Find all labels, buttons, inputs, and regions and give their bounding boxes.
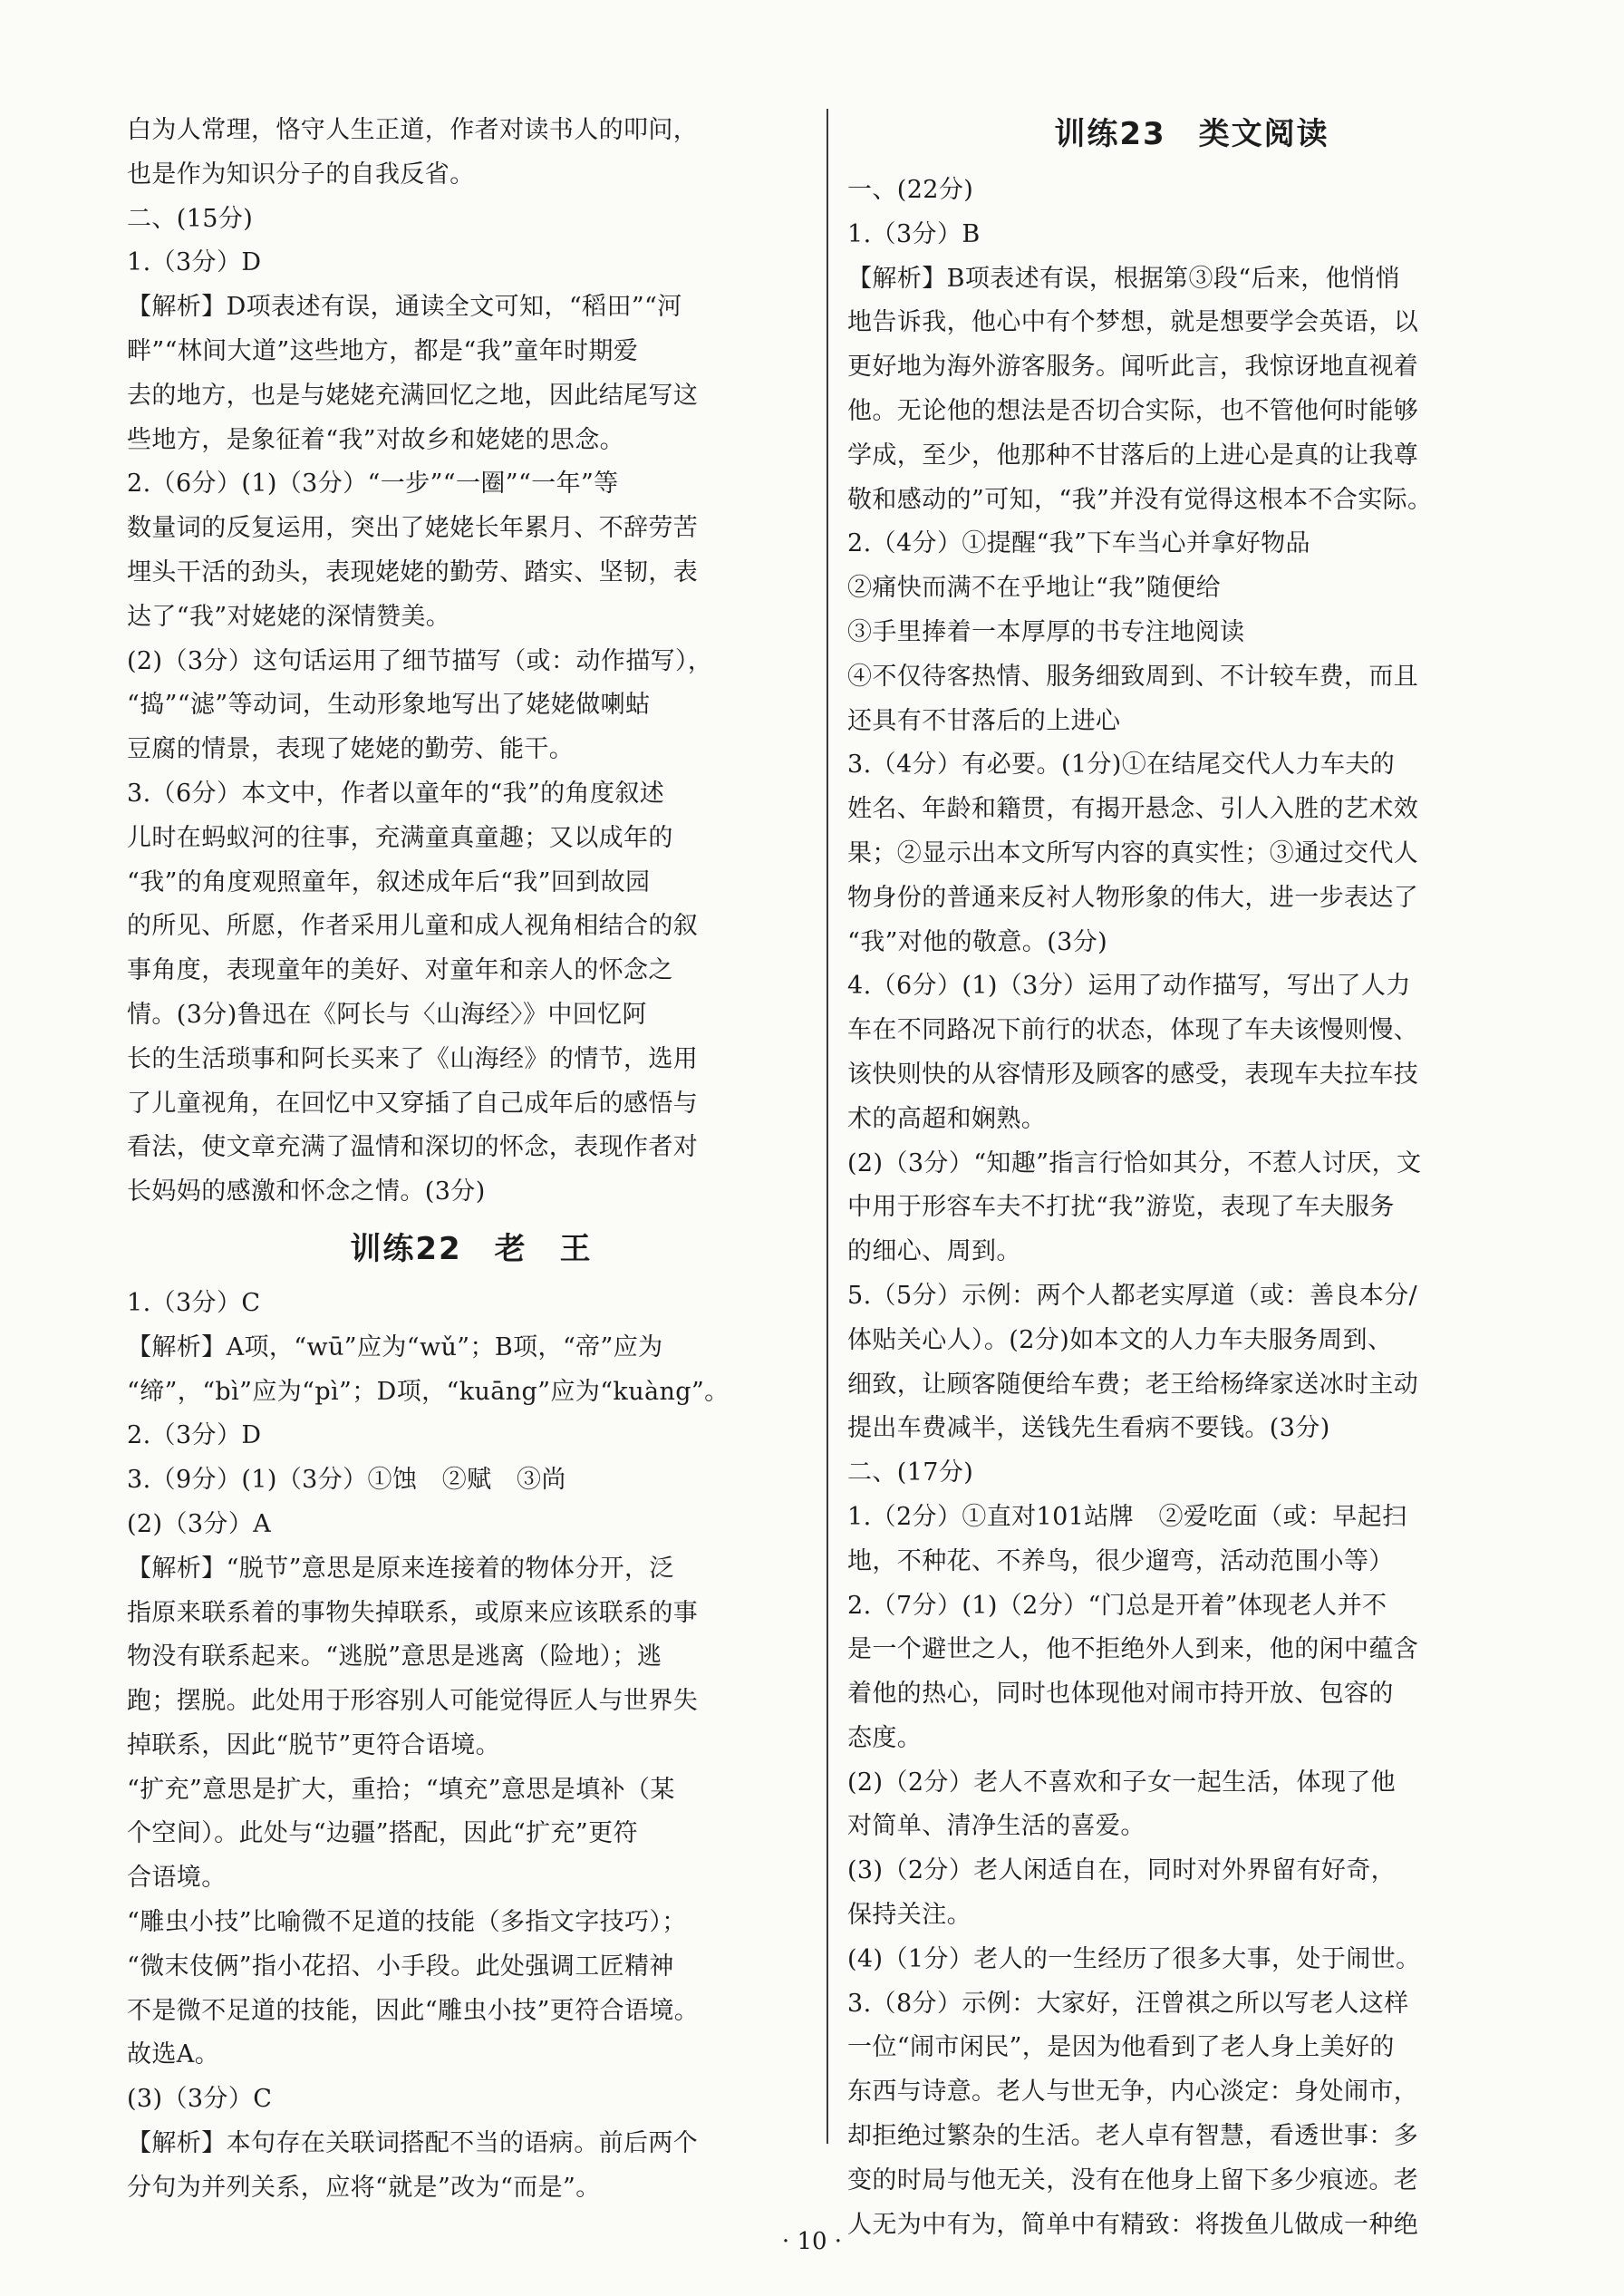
- text-line: 数量词的反复运用，突出了姥姥长年累月、不辞劳苦: [127, 514, 699, 543]
- text-line: 合语境。: [127, 1864, 227, 1893]
- page-number: · 10 ·: [781, 2228, 843, 2255]
- column-divider: [826, 109, 828, 2144]
- text-line: (2)（3分）A: [127, 1509, 272, 1538]
- text-line: ④不仅待客热情、服务细致周到、不计较车费，而且: [847, 662, 1419, 691]
- text-line: 人无为中有为，简单中有精致：将拨鱼儿做成一种绝: [847, 2210, 1419, 2239]
- text-line: 提出车费减半，送钱先生看病不要钱。(3分): [847, 1414, 1330, 1443]
- text-line: (2)（3分）这句话运用了细节描写（或：动作描写），: [127, 646, 713, 675]
- text-line: 东西与诗意。老人与世无争，内心淡定：身处闹市，: [847, 2078, 1419, 2107]
- text-line: 去的地方，也是与姥姥充满回忆之地，因此结尾写这: [127, 381, 699, 410]
- text-line: “微末伎俩”指小花招、小手段。此处强调工匠精神: [127, 1952, 674, 1981]
- text-line: 二、(17分): [847, 1458, 974, 1487]
- text-line: “缔”，“bì”应为“pì”；D项，“kuāng”应为“kuàng”。: [127, 1377, 730, 1406]
- section-heading-lesson-23: 训练23 类文阅读: [1054, 116, 1329, 152]
- text-line: 情。(3分)鲁迅在《阿长与〈山海经〉》中回忆阿: [127, 1000, 647, 1029]
- text-line: 对简单、清净生活的喜爱。: [847, 1812, 1146, 1841]
- left-lines-after: [127, 1282, 816, 2211]
- text-line: 白为人常理，恪守人生正道，作者对读书人的叩问，: [127, 116, 699, 144]
- text-line: 中用于形容车夫不打扰“我”游览，表现了车夫服务: [847, 1193, 1395, 1222]
- text-line: “捣”“滤”等动词，生动形象地写出了姥姥做喇蛄: [127, 691, 651, 720]
- section-heading-lesson-22: 训练22 老 王: [350, 1230, 593, 1267]
- text-line: 不是微不足道的技能，因此“雕虫小技”更符合语境。: [127, 1996, 700, 2025]
- text-line: 长的生活琐事和阿长买来了《山海经》的情节，选用: [127, 1044, 699, 1073]
- text-line: 2.（4分）①提醒“我”下车当心并拿好物品: [847, 529, 1310, 558]
- text-line: (2)（3分）“知趣”指言行恰如其分，不惹人讨厌，文: [847, 1148, 1422, 1177]
- text-line: ③手里捧着一本厚厚的书专注地阅读: [847, 617, 1245, 646]
- text-line: 体贴关心人）。(2分)如本文的人力车夫服务周到、: [847, 1325, 1393, 1354]
- left-column: [127, 109, 816, 2211]
- text-line: 1.（3分）C: [127, 1288, 261, 1317]
- text-line: 却拒绝过繁杂的生活。老人卓有智慧，看透世事：多: [847, 2122, 1419, 2151]
- text-line: 跑；摆脱。此处用于形容别人可能觉得匠人与世界失: [127, 1687, 699, 1716]
- text-line: 1.（3分）B: [847, 219, 981, 248]
- text-line: 豆腐的情景，表现了姥姥的勤劳、能干。: [127, 735, 575, 764]
- text-line: 地，不种花、不养鸟，很少遛弯，活动范围小等）: [847, 1546, 1394, 1575]
- text-line: 物身份的普通来反衬人物形象的伟大，进一步表达了: [847, 883, 1419, 912]
- text-line: 事角度，表现童年的美好、对童年和亲人的怀念之: [127, 956, 673, 985]
- text-line: “我”的角度观照童年，叙述成年后“我”回到故园: [127, 867, 651, 896]
- text-line: 埋头干活的劲头，表现姥姥的勤劳、踏实、坚韧，表: [127, 557, 699, 586]
- text-line: 术的高超和娴熟。: [847, 1104, 1047, 1133]
- text-line: 3.（9分）(1)（3分）①蚀 ②赋 ③尚: [127, 1466, 566, 1495]
- text-line: 车在不同路况下前行的状态，体现了车夫该慢则慢、: [847, 1016, 1419, 1045]
- text-line: 【解析】A项，“wū”应为“wǔ”；B项，“帝”应为: [127, 1332, 663, 1361]
- text-line: 4.（6分）(1)（3分）运用了动作描写，写出了人力: [847, 972, 1411, 1001]
- text-line: 掉联系，因此“脱节”更符合语境。: [127, 1730, 501, 1759]
- text-line: 物没有联系起来。“逃脱”意思是逃离（险地）；逃: [127, 1642, 662, 1671]
- right-column: [847, 102, 1536, 2247]
- text-line: 3.（4分）有必要。(1分)①在结尾交代人力车夫的: [847, 751, 1396, 780]
- text-line: 一位“闹市闲民”，是因为他看到了老人身上美好的: [847, 2033, 1395, 2062]
- text-line: 态度。: [847, 1723, 923, 1752]
- text-line: 着他的热心，同时也体现他对闹市持开放、包容的: [847, 1680, 1394, 1709]
- text-line: 看法，使文章充满了温情和深切的怀念，表现作者对: [127, 1133, 699, 1162]
- right-lines: [847, 169, 1536, 2247]
- text-line: 细致，让顾客随便给车费；老王给杨绛家送冰时主动: [847, 1370, 1419, 1399]
- text-line: “扩充”意思是扩大，重拾；“填充”意思是填补（某: [127, 1775, 675, 1804]
- text-line: (3)（2分）老人闲适自在，同时对外界留有好奇，: [847, 1856, 1397, 1885]
- text-line: 变的时局与他无关，没有在他身上留下多少痕迹。老: [847, 2165, 1419, 2194]
- text-line: 1.（2分）①直对101站牌 ②爱吃面（或：早起扫: [847, 1502, 1407, 1531]
- text-line: 了儿童视角，在回忆中又穿插了自己成年后的感悟与: [127, 1089, 699, 1118]
- text-line: 指原来联系着的事物失掉联系，或原来应该联系的事: [127, 1598, 699, 1627]
- text-line: 地告诉我，他心中有个梦想，就是想要学会英语，以: [847, 308, 1419, 337]
- text-line: 达了“我”对姥姥的深情赞美。: [127, 602, 451, 631]
- text-line: 一、(22分): [847, 176, 974, 204]
- text-line: 【解析】本句存在关联词搭配不当的语病。前后两个: [127, 2129, 699, 2158]
- text-line: 是一个避世之人，他不拒绝外人到来，他的闲中蕴含: [847, 1635, 1419, 1664]
- text-line: 他。无论他的想法是否切合实际，也不管他何时能够: [847, 396, 1419, 425]
- text-line: 姓名、年龄和籍贯，有揭开悬念、引人入胜的艺术效: [847, 795, 1419, 824]
- text-line: 保持关注。: [847, 1901, 972, 1930]
- text-line: 二、(15分): [127, 204, 254, 233]
- text-line: 5.（5分）示例：两个人都老实厚道（或：善良本分/: [847, 1281, 1418, 1310]
- text-line: 该快则快的从容情形及顾客的感受，表现车夫拉车技: [847, 1060, 1419, 1089]
- text-line: 故选A。: [127, 2040, 220, 2069]
- text-line: 敬和感动的”可知，“我”并没有觉得这根本不合实际。: [847, 485, 1433, 514]
- text-line: 也是作为知识分子的自我反省。: [127, 160, 475, 189]
- text-line: 儿时在蚂蚁河的往事，充满童真童趣；又以成年的: [127, 823, 673, 852]
- text-line: (3)（3分）C: [127, 2085, 273, 2114]
- text-line: 【解析】“脱节”意思是原来连接着的物体分开，泛: [127, 1554, 674, 1583]
- text-line: 2.（7分）(1)（2分）“门总是开着”体现老人并不: [847, 1591, 1387, 1620]
- text-line: 畔”“林间大道”这些地方，都是“我”童年时期爱: [127, 336, 639, 365]
- text-line: 长妈妈的感激和怀念之情。(3分): [127, 1177, 486, 1206]
- text-line: 【解析】B项表述有误，根据第③段“后来，他悄悄: [847, 264, 1400, 293]
- text-line: 【解析】D项表述有误，通读全文可知，“稻田”“河: [127, 293, 682, 322]
- text-line: “我”对他的敬意。(3分): [847, 927, 1108, 956]
- text-line: 1.（3分）D: [127, 248, 262, 277]
- text-line: 3.（6分）本文中，作者以童年的“我”的角度叙述: [127, 779, 665, 808]
- text-line: 的细心、周到。: [847, 1237, 1021, 1266]
- text-line: 学成，至少，他那种不甘落后的上进心是真的让我尊: [847, 441, 1419, 470]
- text-line: 2.（6分）(1)（3分）“一步”“一圈”“一年”等: [127, 470, 619, 499]
- text-line: (2)（2分）老人不喜欢和子女一起生活，体现了他: [847, 1768, 1397, 1797]
- text-line: 果；②显示出本文所写内容的真实性；③通过交代人: [847, 838, 1419, 867]
- text-line: 分句为并列关系，应将“就是”改为“而是”。: [127, 2173, 601, 2202]
- text-line: (4)（1分）老人的一生经历了很多大事，处于闹世。: [847, 1944, 1421, 1973]
- text-line: 的所见、所愿，作者采用儿童和成人视角相结合的叙: [127, 912, 699, 941]
- text-line: 些地方，是象征着“我”对故乡和姥姥的思念。: [127, 425, 625, 454]
- text-line: “雕虫小技”比喻微不足道的技能（多指文字技巧）；: [127, 1908, 687, 1937]
- text-line: 更好地为海外游客服务。闻听此言，我惊讶地直视着: [847, 353, 1419, 382]
- left-lines-before: [127, 109, 816, 1215]
- text-line: 2.（3分）D: [127, 1421, 262, 1450]
- text-line: ②痛快而满不在乎地让“我”随便给: [847, 574, 1222, 603]
- text-line: 3.（8分）示例：大家好，汪曾祺之所以写老人这样: [847, 1989, 1409, 2018]
- text-line: 还具有不甘落后的上进心: [847, 706, 1121, 735]
- text-line: 个空间）。此处与“边疆”搭配，因此“扩充”更符: [127, 1819, 638, 1848]
